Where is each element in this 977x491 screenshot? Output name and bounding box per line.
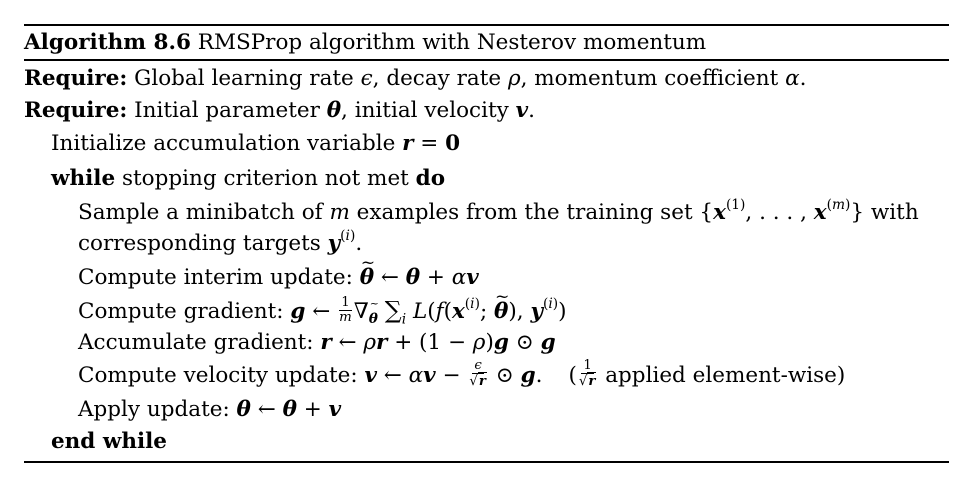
algo-line-require-2: Require: Initial parameter θ, initial velocity v. (24, 98, 535, 123)
end-while-keyword: end while (51, 429, 167, 454)
caption-rule (24, 59, 949, 61)
while-keyword: while (51, 166, 116, 191)
bottom-rule (24, 461, 949, 463)
algo-line-velocity: Compute velocity update: v ← αv − $\frac{\epsilon}{√r}$ ⊙ g. ( $\frac{1}{√r}$ applied element-wise) (78, 358, 846, 389)
algo-line-targets: corresponding targets $y^{(i)}$. (78, 228, 363, 256)
algo-line-initialize: Initialize accumulation variable r = 0 (51, 131, 461, 156)
algo-line-gradient: Compute gradient: g ← $\frac{1}{m}$ $\nabla_\theta$ $\sum_i$ $L(f(x^{(i)}$; ~ θ), $y^{(i)}$) (78, 295, 566, 325)
algorithm-label: Algorithm 8.6 (24, 30, 191, 55)
algo-line-while: while stopping criterion not met do (51, 166, 446, 191)
algo-line-accumulate: Accumulate gradient: r ← ρr + (1 − ρ)g ⊙ g (78, 330, 556, 355)
do-keyword: do (415, 166, 446, 191)
require-keyword: Require: (24, 98, 128, 123)
algo-line-sample: Sample a minibatch of m examples from the training set {$x^{(1)}$, . . . , $x^{(m)}$} with (78, 197, 919, 225)
algo-line-end-while (51, 427, 167, 457)
algo-line-interim-update: Compute interim update: ~ θ ← θ + αv (78, 263, 479, 293)
algo-line-apply: Apply update: θ ← θ + v (78, 397, 342, 422)
algo-line-require-1: Require: Global learning rate ϵ, decay rate ρ, momentum coefficient α. (24, 66, 807, 91)
top-rule (24, 24, 949, 26)
algorithm-title: RMSProp algorithm with Nesterov momentum (197, 30, 707, 55)
algorithm-caption (24, 28, 706, 58)
require-keyword: Require: (24, 66, 128, 91)
